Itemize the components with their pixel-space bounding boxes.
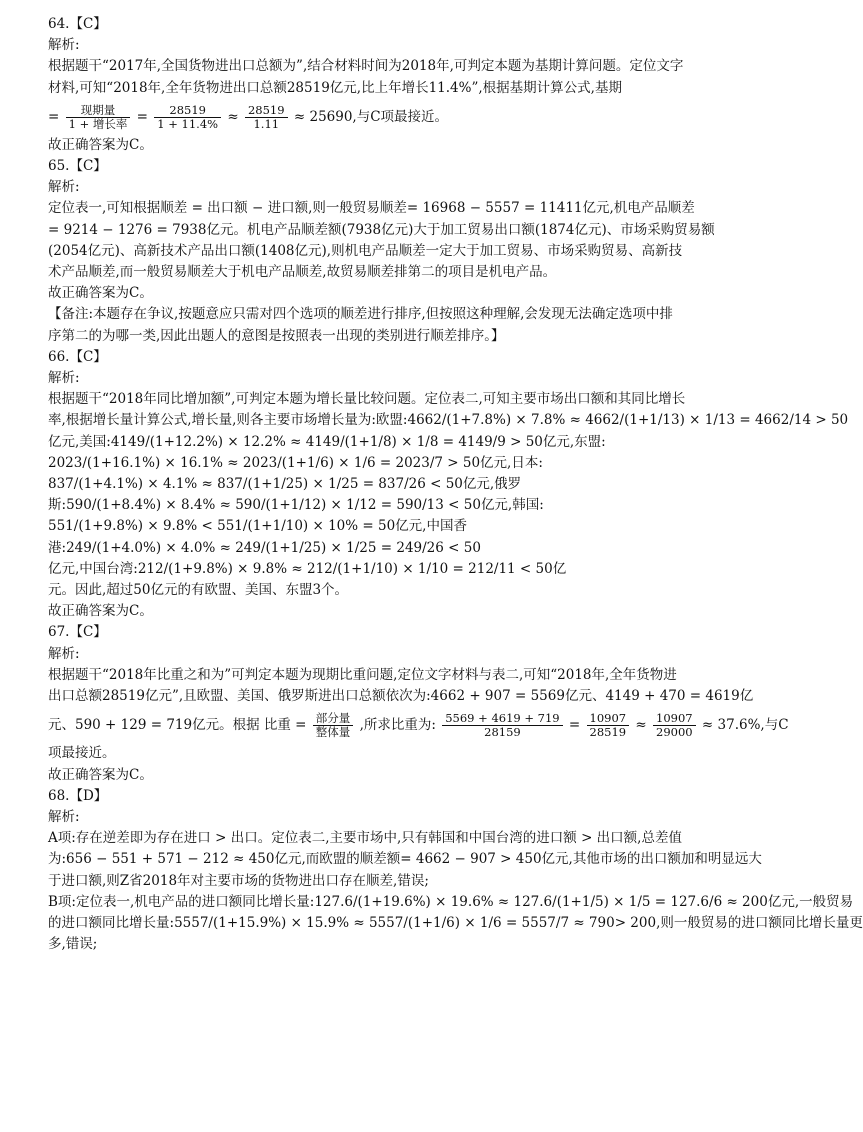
q67-line4: 项最接近。	[48, 745, 116, 762]
q68-b-line1: B项:定位表一,机电产品的进口额同比增长量:127.6/(1+19.6%) × 19.6% ≈ 127.6/(1+1/5) × 1/5 = 127.6/6 ≈ 200亿元,一般贸易	[48, 893, 854, 910]
q67-line2: 出口总额28519亿元”,且欧盟、美国、俄罗斯进出口总额依次为:4662 + 907 = 5569亿元、4149 + 470 = 4619亿	[48, 688, 754, 705]
document-page	[48, 14, 863, 955]
q65-label: 解析:	[48, 179, 80, 196]
q67-frac-c: $\frac{10907}{29000}$	[653, 712, 696, 739]
q65-line1: 定位表一,可知根据顺差 = 出口额 − 进口额,则一般贸易顺差= 16968 − 5557 = 11411亿元,机电产品顺差	[48, 200, 695, 217]
q66-ru-formula: 590/(1+8.4%) × 8.4% ≈ 590/(1+1/12) × 1/12 = 590/13 < 50	[66, 497, 481, 514]
q64-eq-end: ≈ 25690,与C项最接近。	[293, 108, 449, 125]
q66-us-formula: 4149/(1+12.2%) × 12.2% ≈ 4149/(1+1/8) × 1/8 = 4149/9 > 50	[110, 433, 543, 450]
q66-line3: 亿元,美国:4149/(1+12.2%) × 12.2% ≈ 4149/(1+1/8) × 1/8 = 4149/9 > 50亿元,东盟:	[48, 433, 606, 450]
q66-line10: 元。因此,超过50亿元的有欧盟、美国、东盟3个。	[48, 582, 349, 599]
q64-formula-line: = $\frac{\text{现期量}}{\text{1 + 增长率}}$ = $\frac{28519}{1 + 11.4\%}$ ≈ $\frac{28519}{1.11}$ ≈ 25690,与C项最接近。	[48, 102, 449, 131]
q65-line2: = 9214 − 1276 = 7938亿元。机电产品顺差额(7938亿元)大于加工贸易出口额(1874亿元)、市场采购贸易额	[48, 221, 715, 238]
q66-line9: 亿元,中国台湾:212/(1+9.8%) × 9.8% ≈ 212/(1+1/10) × 1/10 = 212/11 < 50亿	[48, 560, 567, 577]
q66-jp-formula: 837/(1+4.1%) × 4.1% ≈ 837/(1+1/25) × 1/25 = 837/26 < 50	[48, 476, 463, 493]
q66-label: 解析:	[48, 370, 80, 387]
q64-line1: 根据题干“2017年,全国货物进出口总额为”,结合材料时间为2018年,可判定本题为基期计算问题。定位文字	[48, 58, 684, 75]
q66-tw-formula: 212/(1+9.8%) × 9.8% ≈ 212/(1+1/10) × 1/10 = 212/11 < 50	[137, 560, 553, 577]
q64-frac-2: $\frac{28519}{1 + 11.4\%}$	[154, 104, 221, 131]
q66-hk-formula: 249/(1+4.0%) × 4.0% ≈ 249/(1+1/25) × 1/25 = 249/26 < 50	[66, 539, 481, 556]
q65-note-line2: 序第二的为哪一类,因此出题人的意图是按照表一出现的类别进行顺差排序。】	[48, 327, 505, 344]
q64-label: 解析:	[48, 37, 80, 54]
q65-answer: 故正确答案为C。	[48, 285, 153, 302]
q68-b-formula-1: 127.6/(1+19.6%) × 19.6% ≈ 127.6/(1+1/5) × 1/5 = 127.6/6 ≈ 200	[314, 893, 768, 910]
q68-a-line2: 为:656 − 551 + 571 − 212 ≈ 450亿元,而欧盟的顺差额= 4662 − 907 > 450亿元,其他市场的出口额加和明显远大	[48, 851, 762, 868]
q67-line1: 根据题干“2018年比重之和为”可判定本题为现期比重问题,定位文字材料与表二,可知“2018年,全年货物进	[48, 666, 677, 683]
q65-line3: (2054亿元)、高新技术产品出口额(1408亿元),则机电产品顺差一定大于加工贸易、市场采购贸易、高新技	[48, 242, 683, 259]
q66-eu-formula: 4662/(1+7.8%) × 7.8% ≈ 4662/(1+1/13) × 1/13 = 4662/14 > 50	[407, 412, 849, 429]
q64-answer: 故正确答案为C。	[48, 136, 153, 153]
q66-line6: 斯:590/(1+8.4%) × 8.4% ≈ 590/(1+1/12) × 1/12 = 590/13 < 50亿元,韩国:	[48, 497, 544, 514]
q68-title: 68.【D】	[48, 787, 108, 804]
q68-b-line2: 的进口额同比增长量:5557/(1+15.9%) × 15.9% ≈ 5557/(1+1/6) × 1/6 = 5557/7 ≈ 790> 200,则一般贸易的进口额同比增长量更	[48, 914, 863, 931]
q67-frac-part-whole: $\frac{\text{部分量}}{\text{整体量}}$	[313, 712, 354, 739]
q66-line8: 港:249/(1+4.0%) × 4.0% ≈ 249/(1+1/25) × 1/25 = 249/26 < 50	[48, 539, 481, 556]
q64-frac-1: $\frac{\text{现期量}}{\text{1 + 增长率}}$	[66, 104, 131, 131]
q66-line7: 551/(1+9.8%) × 9.8% < 551/(1+1/10) × 10% = 50亿元,中国香	[48, 518, 467, 535]
q66-kr-formula: 551/(1+9.8%) × 9.8% < 551/(1+1/10) × 10% = 50	[48, 518, 396, 535]
q64-line2: 材料,可知“2018年,全年货物进出口总额28519亿元,比上年增长11.4%”,根据基期计算公式,基期	[48, 79, 622, 96]
q65-title: 65.【C】	[48, 158, 107, 175]
q64-title: 64.【C】	[48, 16, 107, 32]
q65-note-line1: 【备注:本题存在争议,按题意应只需对四个选项的顺差进行排序,但按照这种理解,会发现无法确定选项中排	[48, 306, 673, 323]
q67-formula-line: 元、590 + 129 = 719亿元。根据 比重 = $\frac{\text{部分量}}{\text{整体量}}$ ,所求比重为: $\frac{5569 + 4619 + 719}{28159}$ = $\frac{10907}{28519}$ ≈ $\frac{10907}{29000}$ ≈ 37.6%,与C	[48, 711, 789, 740]
q68-a-line3: 于进口额,则Z省2018年对主要市场的货物进出口存在顺差,错误;	[48, 872, 429, 889]
q68-b-formula-2: 5557/(1+15.9%) × 15.9% ≈ 5557/(1+1/6) × 1/6 = 5557/7 ≈ 790	[174, 914, 615, 931]
q67-frac-a: $\frac{5569 + 4619 + 719}{28159}$	[442, 712, 562, 739]
q68-a-line1: A项:存在逆差即为存在进口 > 出口。定位表二,主要市场中,只有韩国和中国台湾的进口额 > 出口额,总差值	[48, 830, 682, 847]
q66-answer: 故正确答案为C。	[48, 603, 153, 620]
q64-frac-3: $\frac{28519}{1.11}$	[245, 104, 288, 131]
q66-asean-formula: 2023/(1+16.1%) × 16.1% ≈ 2023/(1+1/6) × 1/6 = 2023/7 > 50	[48, 454, 481, 471]
q66-title: 66.【C】	[48, 348, 107, 365]
q67-label: 解析:	[48, 645, 80, 662]
q65-line4: 术产品顺差,而一般贸易顺差大于机电产品顺差,故贸易顺差排第二的项目是机电产品。	[48, 264, 557, 281]
q67-frac-b: $\frac{10907}{28519}$	[587, 712, 630, 739]
q67-title: 67.【C】	[48, 624, 107, 641]
q64-eq-start: =	[48, 108, 60, 125]
q66-line2: 率,根据增长量计算公式,增长量,则各主要市场增长量为:欧盟:4662/(1+7.8%) × 7.8% ≈ 4662/(1+1/13) × 1/13 = 4662/14 > 50	[48, 412, 849, 429]
q66-line1: 根据题干“2018年同比增加额”,可判定本题为增长量比较问题。定位表二,可知主要市场出口额和其同比增长	[48, 391, 686, 408]
q68-label: 解析:	[48, 808, 80, 825]
q67-answer: 故正确答案为C。	[48, 766, 153, 783]
q66-line4: 2023/(1+16.1%) × 16.1% ≈ 2023/(1+1/6) × 1/6 = 2023/7 > 50亿元,日本:	[48, 454, 543, 471]
q68-b-line3: 多,错误;	[48, 936, 98, 953]
q66-line5: 837/(1+4.1%) × 4.1% ≈ 837/(1+1/25) × 1/25 = 837/26 < 50亿元,俄罗	[48, 476, 522, 493]
